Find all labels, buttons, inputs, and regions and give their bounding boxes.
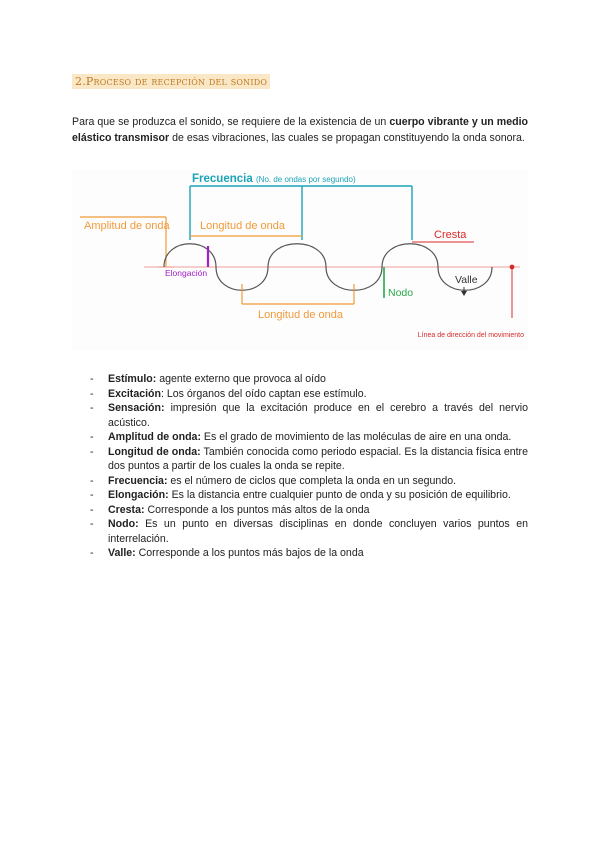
list-item <box>90 372 528 387</box>
list-dash: - <box>90 373 94 385</box>
definition-text: Corresponde a los puntos más altos de la onda <box>144 503 370 516</box>
list-dash: - <box>90 518 94 530</box>
list-item <box>90 488 528 503</box>
longitud-top-label: Longitud de onda <box>200 220 286 232</box>
definition-term: Amplitud de onda: <box>108 431 201 443</box>
definition-term: Frecuencia: <box>108 474 168 487</box>
valle-label: Valle <box>455 274 478 286</box>
definition-text: Es el grado de movimiento de las moléculas de aire en una onda. <box>200 431 512 443</box>
definition-text: impresión que la excitación produce en el cerebro a través del nervio acústico. <box>108 402 528 429</box>
frecuencia-label: Frecuencia <box>192 173 253 185</box>
list-item <box>90 503 528 518</box>
intro-text-2: de esas vibraciones, las cuales se propagan constituyendo la onda sonora. <box>169 132 525 144</box>
list-item <box>90 430 528 445</box>
definitions-list <box>90 372 528 561</box>
list-dash: - <box>90 503 94 516</box>
cresta-label: Cresta <box>434 229 467 241</box>
definition-term: Cresta: <box>108 503 145 516</box>
intro-paragraph <box>72 114 528 146</box>
definition-text: También conocida como periodo espacial. Es la distancia física entre dos puntos a partir de los cuales la onda se repite. <box>108 445 528 472</box>
list-item <box>90 445 528 474</box>
intro-bold: cuerpo vibrante y un medio elástico transmisor <box>72 116 528 144</box>
amplitud-label: Amplitud de onda <box>84 220 170 232</box>
definition-term: Valle: <box>108 547 136 559</box>
valle-arrow-head <box>461 291 467 296</box>
definition-term: Estímulo: <box>108 373 157 385</box>
definition-text: Es la distancia entre cualquier punto de onda y su posición de equilibrio. <box>168 489 511 501</box>
list-dash: - <box>90 445 94 458</box>
list-dash: - <box>90 431 94 443</box>
list-item <box>90 387 528 402</box>
list-item <box>90 474 528 489</box>
list-dash: - <box>90 547 94 559</box>
list-dash: - <box>90 402 94 414</box>
wave-diagram-svg <box>72 170 528 350</box>
definition-term: Sensación: <box>108 402 165 414</box>
list-item <box>90 401 528 430</box>
definition-term: Nodo: <box>108 518 139 530</box>
definition-text: Corresponde a los puntos más bajos de la onda <box>135 547 364 559</box>
longitud-bottom-bracket <box>242 284 354 304</box>
elongacion-label: Elongación <box>165 268 208 278</box>
direction-point <box>510 265 515 270</box>
frecuencia-note: (No. de ondas por segundo) <box>256 175 356 184</box>
list-dash: - <box>90 474 94 487</box>
nodo-label: Nodo <box>388 287 414 299</box>
direccion-label: Línea de dirección del movimiento <box>417 332 524 339</box>
definition-term: Excitación <box>108 387 161 400</box>
list-dash: - <box>90 489 94 501</box>
intro-text-1: Para que se produzca el sonido, se requiere de la existencia de un <box>72 116 390 128</box>
list-item <box>90 517 528 546</box>
list-dash: - <box>90 387 94 400</box>
list-item <box>90 546 528 561</box>
definition-text: es el número de ciclos que completa la onda en un segundo. <box>167 474 457 487</box>
wave-diagram <box>72 170 528 350</box>
definition-text: agente externo que provoca al oído <box>156 373 326 385</box>
definition-text: : Los órganos del oído captan ese estímulo. <box>161 387 367 400</box>
section-heading: 2.Proceso de recepción del sonido <box>72 74 270 89</box>
definition-term: Longitud de onda: <box>108 445 201 458</box>
section-heading-wrap <box>72 72 270 90</box>
definition-term: Elongación: <box>108 489 169 501</box>
definition-text: Es un punto en diversas disciplinas en donde concluyen varios puntos en interrelación. <box>108 518 528 545</box>
longitud-bottom-label: Longitud de onda <box>258 309 344 321</box>
